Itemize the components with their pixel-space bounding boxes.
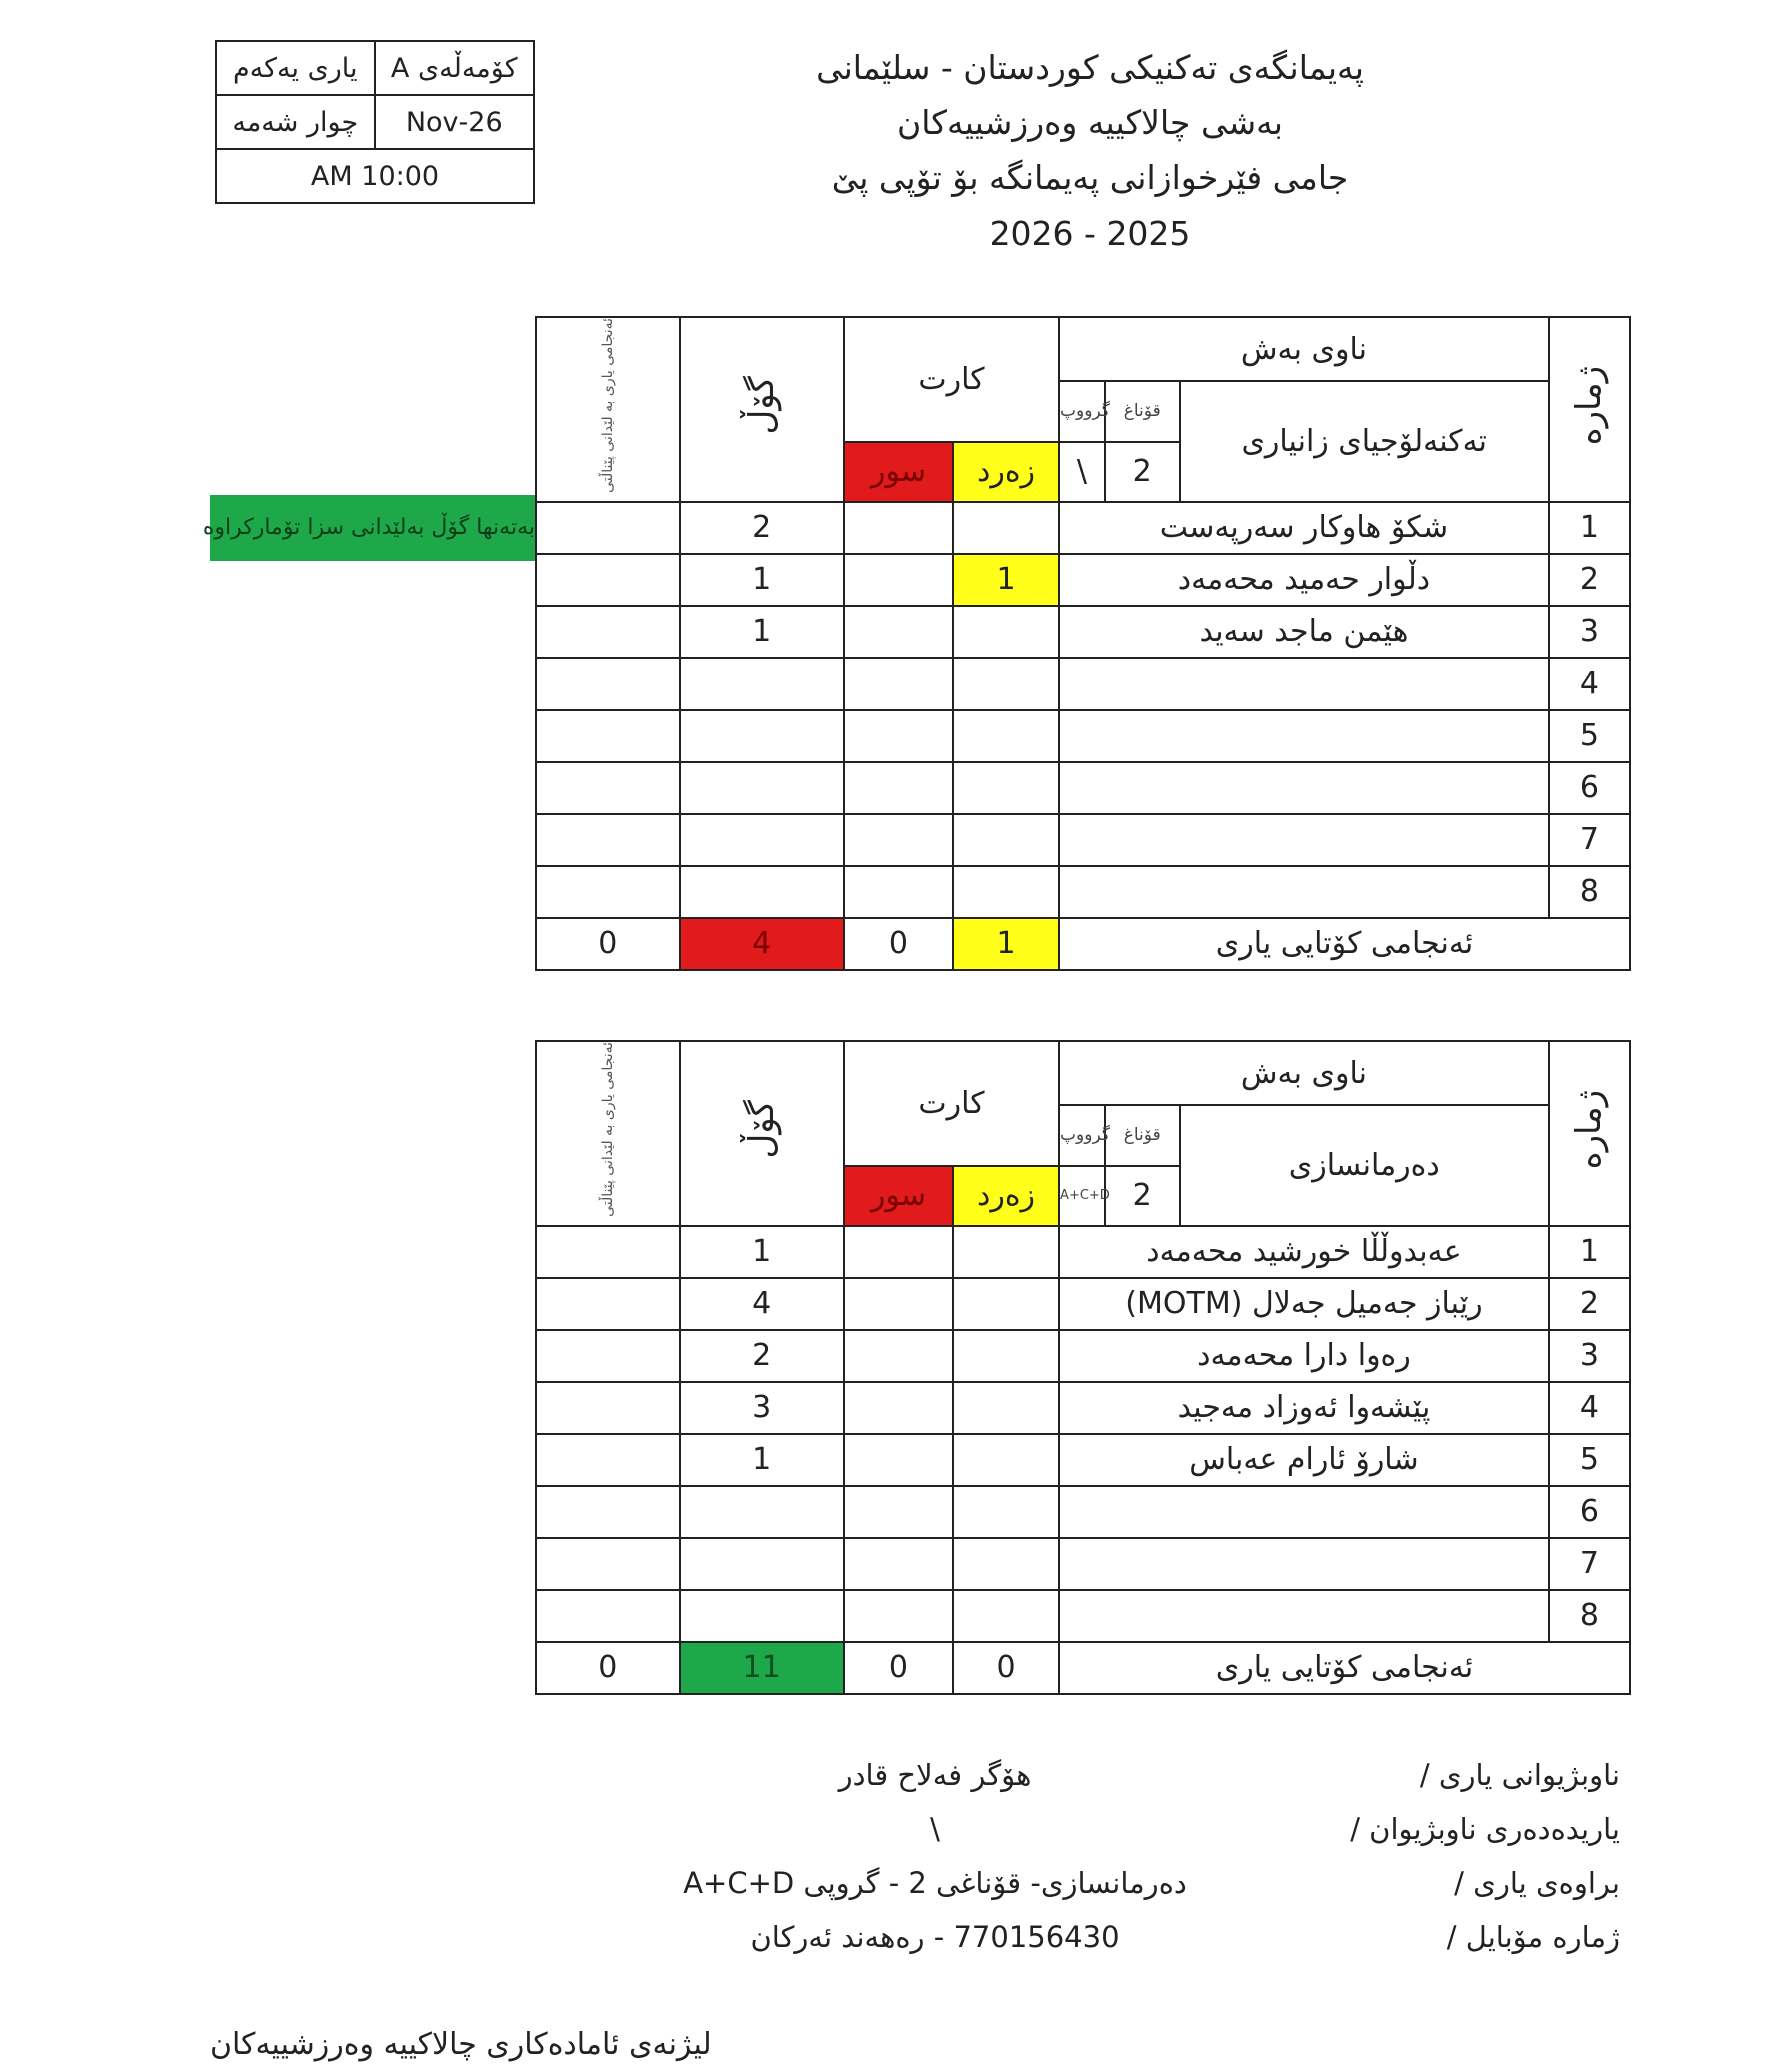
penalty-cell xyxy=(536,866,680,918)
penalty-cell xyxy=(536,1382,680,1434)
player-name: پێشەوا ئەوزاد مەجید xyxy=(1059,1382,1549,1434)
penalty-cell xyxy=(536,1590,680,1642)
time-label: 10:00 AM xyxy=(216,149,534,203)
player-row xyxy=(536,1590,1630,1642)
card-header: کارت xyxy=(844,317,1059,442)
team2-total-yellow: 0 xyxy=(953,1642,1059,1694)
committee-signature-line: لیژنەی ئامادەکاری چالاکییە وەرزشییەکان xyxy=(210,2027,712,2062)
player-row xyxy=(536,866,1630,918)
penalty-cell xyxy=(536,1486,680,1538)
yellow-card-cell xyxy=(953,1382,1059,1434)
player-row xyxy=(536,1226,1630,1278)
team1-total-label: ئەنجامی کۆتایی یاری xyxy=(1059,918,1630,970)
row-number: 2 xyxy=(1549,1278,1630,1330)
yellow-card-cell xyxy=(953,1538,1059,1590)
penalty-cell xyxy=(536,658,680,710)
winner-value: دەرمانسازی- قۆناغی 2 - گروپی A+C+D xyxy=(683,1866,1187,1900)
yellow-card-cell xyxy=(953,658,1059,710)
assistant-referee-label: یاریدەدەری ناوبژیوان / xyxy=(1350,1812,1620,1846)
player-name: دڵوار حەمید محەمەد xyxy=(1059,554,1549,606)
row-number: 7 xyxy=(1549,814,1630,866)
dept-name-header: ناوی بەش xyxy=(1059,1041,1549,1105)
player-row xyxy=(536,814,1630,866)
player-name: هێمن ماجد سەید xyxy=(1059,606,1549,658)
yellow-card-cell xyxy=(953,606,1059,658)
goals-cell: 2 xyxy=(680,502,844,554)
mobile-value: 770156430 - رەهەند ئەرکان xyxy=(750,1920,1120,1954)
card-header: کارت xyxy=(844,1041,1059,1166)
red-card-cell xyxy=(844,1226,953,1278)
row-number: 6 xyxy=(1549,762,1630,814)
player-name xyxy=(1059,1590,1549,1642)
red-card-cell xyxy=(844,1278,953,1330)
red-card-cell xyxy=(844,554,953,606)
number-header: ژمارە xyxy=(1549,317,1630,502)
row-number: 7 xyxy=(1549,1538,1630,1590)
team2-stage: 2 xyxy=(1105,1166,1180,1226)
team2-total-red: 0 xyxy=(844,1642,953,1694)
team1-total-red: 0 xyxy=(844,918,953,970)
team1-dept: تەکنەلۆجیای زانیاری xyxy=(1180,381,1549,502)
player-row xyxy=(536,554,1630,606)
penalty-cell xyxy=(536,814,680,866)
team2-total-label: ئەنجامی کۆتایی یاری xyxy=(1059,1642,1630,1694)
mobile-label: ژمارە مۆبایل / xyxy=(1446,1920,1620,1954)
goals-cell: 3 xyxy=(680,1382,844,1434)
team2-table xyxy=(535,1040,1631,1695)
row-number: 6 xyxy=(1549,1486,1630,1538)
red-card-cell xyxy=(844,606,953,658)
penalty-header: ئەنجامی یاری بە لێدانی پێناڵتی xyxy=(536,1041,680,1226)
goals-cell: 1 xyxy=(680,606,844,658)
header-season: 2025 - 2026 xyxy=(989,214,1191,253)
player-name xyxy=(1059,866,1549,918)
goals-cell xyxy=(680,814,844,866)
row-number: 3 xyxy=(1549,1330,1630,1382)
red-card-header: سور xyxy=(844,1166,953,1226)
goals-cell: 4 xyxy=(680,1278,844,1330)
team1-total-yellow: 1 xyxy=(953,918,1059,970)
round-label: یاری یەکەم xyxy=(216,41,375,95)
red-card-cell xyxy=(844,1486,953,1538)
yellow-card-cell xyxy=(953,502,1059,554)
row-number: 1 xyxy=(1549,502,1630,554)
penalty-cell xyxy=(536,1226,680,1278)
player-row xyxy=(536,1538,1630,1590)
header-department: بەشی چالاکییە وەرزشییەکان xyxy=(897,103,1283,142)
penalty-cell xyxy=(536,1278,680,1330)
red-card-cell xyxy=(844,658,953,710)
player-name: عەبدوڵڵا خورشید محەمەد xyxy=(1059,1226,1549,1278)
team1-table xyxy=(535,316,1631,971)
goals-cell: 2 xyxy=(680,1330,844,1382)
yellow-card-header: زەرد xyxy=(953,1166,1059,1226)
goals-cell xyxy=(680,1590,844,1642)
row-number: 4 xyxy=(1549,658,1630,710)
player-row xyxy=(536,1486,1630,1538)
goals-cell: 1 xyxy=(680,1226,844,1278)
team2-total-pen: 0 xyxy=(536,1642,680,1694)
player-row xyxy=(536,1330,1630,1382)
red-card-header: سور xyxy=(844,442,953,502)
penalty-cell xyxy=(536,710,680,762)
red-card-cell xyxy=(844,762,953,814)
red-card-cell xyxy=(844,1434,953,1486)
player-name xyxy=(1059,762,1549,814)
group-label: کۆمەڵەی A xyxy=(375,41,534,95)
yellow-card-cell xyxy=(953,1434,1059,1486)
day-label: چوار شەمە xyxy=(216,95,375,149)
yellow-card-header: زەرد xyxy=(953,442,1059,502)
red-card-cell xyxy=(844,1590,953,1642)
yellow-card-cell xyxy=(953,762,1059,814)
date-label: 26-Nov xyxy=(375,95,534,149)
row-number: 8 xyxy=(1549,866,1630,918)
dept-name-header: ناوی بەش xyxy=(1059,317,1549,381)
goals-cell xyxy=(680,866,844,918)
header-institute: پەیمانگەی تەکنیکی کوردستان - سلێمانی xyxy=(816,48,1364,87)
red-card-cell xyxy=(844,1538,953,1590)
yellow-card-cell xyxy=(953,1486,1059,1538)
goals-cell xyxy=(680,658,844,710)
team2-total-goals: 11 xyxy=(680,1642,844,1694)
winner-label: براوەی یاری / xyxy=(1454,1866,1620,1900)
yellow-card-cell xyxy=(953,1590,1059,1642)
penalty-cell xyxy=(536,606,680,658)
player-name xyxy=(1059,658,1549,710)
red-card-cell xyxy=(844,502,953,554)
player-row xyxy=(536,1434,1630,1486)
row-number: 5 xyxy=(1549,710,1630,762)
referee-value: هۆگر فەلاح قادر xyxy=(838,1758,1032,1792)
row-number: 2 xyxy=(1549,554,1630,606)
player-name xyxy=(1059,710,1549,762)
player-name xyxy=(1059,1486,1549,1538)
team1-group: \ xyxy=(1059,442,1105,502)
penalty-cell xyxy=(536,1434,680,1486)
penalty-cell xyxy=(536,1330,680,1382)
yellow-card-cell xyxy=(953,1278,1059,1330)
team2-dept: دەرمانسازی xyxy=(1180,1105,1549,1226)
row-number: 8 xyxy=(1549,1590,1630,1642)
yellow-card-cell xyxy=(953,710,1059,762)
row-number: 5 xyxy=(1549,1434,1630,1486)
team1-stage: 2 xyxy=(1105,442,1180,502)
player-name xyxy=(1059,1538,1549,1590)
player-name: رێباز جەمیل جەلال (MOTM) xyxy=(1059,1278,1549,1330)
player-name xyxy=(1059,814,1549,866)
red-card-cell xyxy=(844,1330,953,1382)
goals-cell xyxy=(680,1486,844,1538)
player-row xyxy=(536,762,1630,814)
red-card-cell xyxy=(844,814,953,866)
goals-cell xyxy=(680,1538,844,1590)
goal-header: گۆڵ xyxy=(680,317,844,502)
penalty-cell xyxy=(536,554,680,606)
player-row xyxy=(536,1382,1630,1434)
row-number: 4 xyxy=(1549,1382,1630,1434)
player-name: شکۆ هاوکار سەرپەست xyxy=(1059,502,1549,554)
penalty-header: ئەنجامی یاری بە لێدانی پێناڵتی xyxy=(536,317,680,502)
stage-header: قۆناغ xyxy=(1105,1105,1180,1166)
penalty-cell xyxy=(536,502,680,554)
team1-total-pen: 0 xyxy=(536,918,680,970)
team2-group: A+C+D xyxy=(1059,1166,1105,1226)
red-card-cell xyxy=(844,1382,953,1434)
yellow-card-cell xyxy=(953,1330,1059,1382)
red-card-cell xyxy=(844,866,953,918)
player-name: رەوا دارا محەمەد xyxy=(1059,1330,1549,1382)
number-header: ژمارە xyxy=(1549,1041,1630,1226)
player-name: شارۆ ئارام عەباس xyxy=(1059,1434,1549,1486)
match-info-box xyxy=(215,40,535,204)
red-card-cell xyxy=(844,710,953,762)
player-row xyxy=(536,658,1630,710)
referee-label: ناوبژیوانی یاری / xyxy=(1419,1758,1620,1792)
row-number: 3 xyxy=(1549,606,1630,658)
goal-header: گۆڵ xyxy=(680,1041,844,1226)
penalty-cell xyxy=(536,762,680,814)
player-row xyxy=(536,710,1630,762)
goals-cell: 1 xyxy=(680,554,844,606)
yellow-card-cell xyxy=(953,814,1059,866)
yellow-card-cell xyxy=(953,1226,1059,1278)
group-header: گرووپ xyxy=(1059,1105,1105,1166)
goals-cell xyxy=(680,710,844,762)
yellow-card-cell: 1 xyxy=(953,554,1059,606)
player-row xyxy=(536,606,1630,658)
goals-cell xyxy=(680,762,844,814)
group-header: گرووپ xyxy=(1059,381,1105,442)
player-row xyxy=(536,1278,1630,1330)
player-row xyxy=(536,502,1630,554)
yellow-card-cell xyxy=(953,866,1059,918)
assistant-referee-value: \ xyxy=(930,1812,940,1846)
goals-cell: 1 xyxy=(680,1434,844,1486)
header-cup: جامی فێرخوازانی پەیمانگە بۆ تۆپی پێ xyxy=(831,158,1349,197)
row-number: 1 xyxy=(1549,1226,1630,1278)
team1-total-goals: 4 xyxy=(680,918,844,970)
penalty-cell xyxy=(536,1538,680,1590)
stage-header: قۆناغ xyxy=(1105,381,1180,442)
penalty-note: بەتەنها گۆڵ بەلێدانی سزا تۆمارکراوە xyxy=(210,495,535,561)
